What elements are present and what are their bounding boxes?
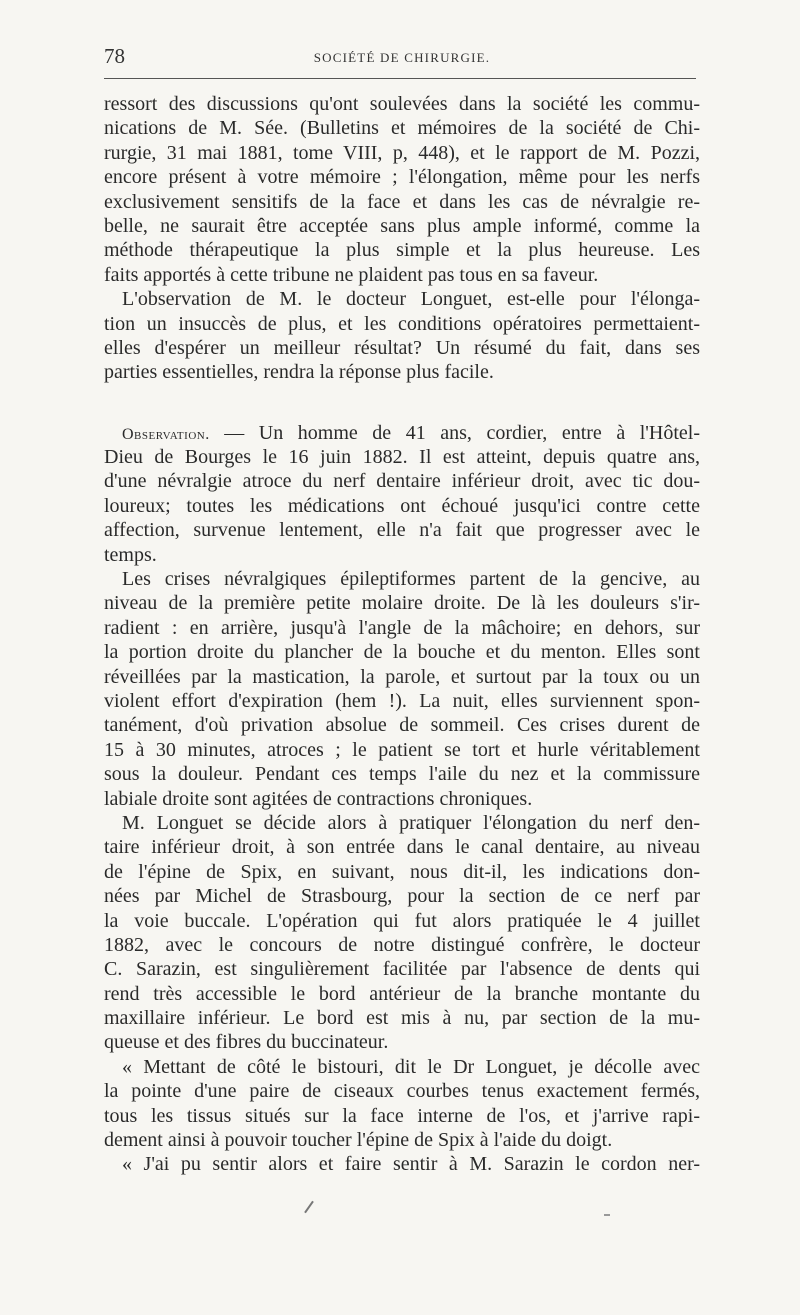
paragraph xyxy=(104,811,700,1055)
text-line: queuse et des fibres du buccinateur. xyxy=(104,1031,389,1054)
text-line: d'une névralgie atroce du nerf dentaire inférieur droit, avec tic dou- xyxy=(104,470,700,493)
text-line: dement ainsi à pouvoir toucher l'épine de Spix à l'aide du doigt. xyxy=(104,1129,613,1152)
text-line: tion un insuccès de plus, et les conditions opératoires permettaient- xyxy=(104,312,700,335)
text-line: taire inférieur droit, à son entrée dans le canal dentaire, au niveau xyxy=(104,836,700,859)
text-line: 15 à 30 minutes, atroces ; le patient se tort et hurle véritablement xyxy=(104,738,700,761)
text-line: méthode thérapeutique la plus simple et la plus heureuse. Les xyxy=(104,239,700,262)
text-line: belle, ne saurait être acceptée sans plus ample informé, comme la xyxy=(104,214,700,237)
observation-label: Observation. xyxy=(122,425,210,443)
text-line: violent effort d'expiration (hem !). La nuit, elles surviennent spon- xyxy=(104,689,700,712)
text-line: exclusivement sensitifs de la face et dans les cas de névralgie re- xyxy=(104,190,700,213)
text-line: 1882, avec le concours de notre distingué confrère, le docteur xyxy=(104,933,700,956)
ink-dot xyxy=(604,1214,610,1216)
paragraph xyxy=(104,92,700,287)
observation-paragraph xyxy=(104,421,700,567)
text-line: parties essentielles, rendra la réponse plus facile. xyxy=(104,361,494,384)
text-line: labiale droite sont agitées de contractions chroniques. xyxy=(104,787,533,810)
page-header xyxy=(104,44,700,72)
text-line: sous la douleur. Pendant ces temps l'aile du nez et la commissure xyxy=(104,763,700,786)
text-line: maxillaire inférieur. Le bord est mis à nu, par section de la mu- xyxy=(104,1007,700,1030)
text-line: la pointe d'une paire de ciseaux courbes tenus exactement fermés, xyxy=(104,1080,700,1103)
text-line: rend très accessible le bord antérieur de la branche montante du xyxy=(104,982,700,1005)
observation-line-rest: — Un homme de 41 ans, cordier, entre à l'Hôtel- xyxy=(209,421,700,444)
text-line: C. Sarazin, est singulièrement facilitée par l'absence de dents qui xyxy=(104,958,700,981)
text-line: « J'ai pu sentir alors et faire sentir à M. Sarazin le cordon ner- xyxy=(122,1153,700,1176)
text-line: elles d'espérer un meilleur résultat? Un résumé du fait, dans ses xyxy=(104,336,700,359)
text-line: nications de M. Sée. (Bulletins et mémoires de la société de Chi- xyxy=(104,117,700,140)
text-line: rurgie, 31 mai 1881, tome VIII, p, 448), et le rapport de M. Pozzi, xyxy=(104,141,700,164)
text-line: affection, survenue lentement, elle n'a fait que progresser avec le xyxy=(104,519,700,542)
text-line: réveillées par la mastication, la parole, et surtout par la toux ou un xyxy=(104,665,700,688)
ink-mark xyxy=(304,1201,314,1214)
text-line: ressort des discussions qu'ont soulevées dans la société les commu- xyxy=(104,93,700,115)
text-line: la voie buccale. L'opération qui fut alors pratiquée le 4 juillet xyxy=(104,909,700,932)
text-line xyxy=(104,421,700,445)
text-line: temps. xyxy=(104,543,157,566)
text-line: M. Longuet se décide alors à pratiquer l'élongation du nerf den- xyxy=(122,811,700,834)
paragraph xyxy=(104,1055,700,1153)
header-rule xyxy=(104,78,696,79)
text-line: encore présent à votre mémoire ; l'élongation, même pour les nerfs xyxy=(104,166,700,189)
paragraph xyxy=(104,1152,700,1176)
text-line: Dieu de Bourges le 16 juin 1882. Il est atteint, depuis quatre ans, xyxy=(104,446,700,469)
text-line: faits apportés à cette tribune ne plaident pas tous en sa faveur. xyxy=(104,263,599,286)
page-number: 78 xyxy=(104,44,125,68)
text-line: loureux; toutes les médications ont échoué jusqu'ici contre cette xyxy=(104,494,700,517)
text-line: niveau de la première petite molaire droite. De là les douleurs s'ir- xyxy=(104,592,700,615)
body-text xyxy=(104,92,700,1177)
text-line: la portion droite du plancher de la bouche et du menton. Elles sont xyxy=(104,641,700,664)
text-line: radient : en arrière, jusqu'à l'angle de la mâchoire; en dehors, sur xyxy=(104,616,700,639)
text-line: de l'épine de Spix, en suivant, nous dit-il, les indications don- xyxy=(104,860,700,883)
running-title: SOCIÉTÉ DE CHIRURGIE. xyxy=(313,50,491,65)
text-line: tous les tissus situés sur la face interne de l'os, et j'arrive rapi- xyxy=(104,1104,700,1127)
paragraph xyxy=(104,287,700,385)
text-line: tanément, d'où privation absolue de sommeil. Ces crises durent de xyxy=(104,714,700,737)
text-line: « Mettant de côté le bistouri, dit le Dr Longuet, je décolle avec xyxy=(122,1055,700,1078)
paragraph xyxy=(104,567,700,811)
text-line: L'observation de M. le docteur Longuet, est-elle pour l'élonga- xyxy=(122,288,700,311)
section-gap xyxy=(104,385,700,421)
text-line: Les crises névralgiques épileptiformes partent de la gencive, au xyxy=(122,568,700,591)
text-line: nées par Michel de Strasbourg, pour la section de ce nerf par xyxy=(104,885,700,908)
